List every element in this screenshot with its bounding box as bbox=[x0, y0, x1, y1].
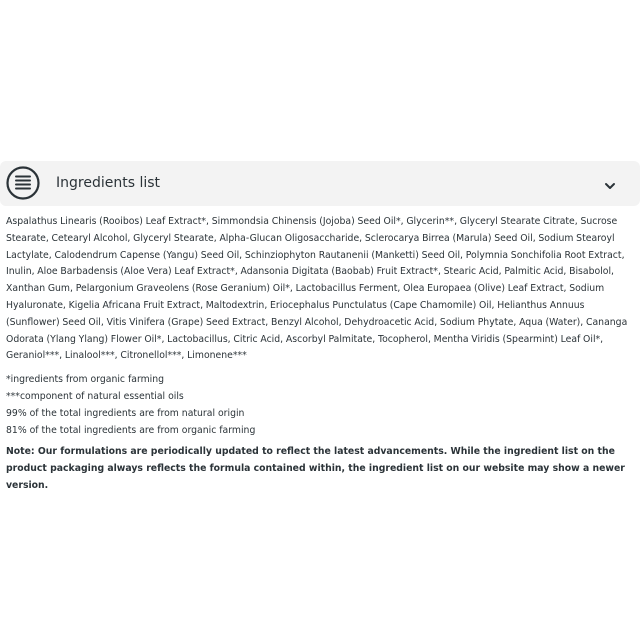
footnote-organic-percent: 81% of the total ingredients are from organic farming bbox=[6, 425, 256, 437]
footnote-essential-oils: ***component of natural essential oils bbox=[6, 391, 184, 403]
accordion-title: Ingredients list bbox=[56, 175, 161, 191]
ingredients-text: Aspalathus Linearis (Rooibos) Leaf Extract*, Simmondsia Chinensis (Jojoba) Seed Oil*, Glycerin**, Glyceryl Stearate Citrate, Sucrose Stearate, Cetearyl Alcohol, Glyceryl Stearate, Alpha-Glucan Oligosaccharide, Sclerocarya Birrea (Marula) Seed Oil, Sodium Stearoyl Lactylate, Calodendrum Capense (Yangu) Seed Oil, Schinziophyton Rautanenii (Manketti) Seed Oil, Polymnia Sonchifolia Root Extract, Inulin, Aloe Barbadensis (Aloe Vera) Leaf Extract*, Adansonia Digitata (Baobab) Fruit Extract*, Stearic Acid, Palmitic Acid, Bisabolol, Xanthan Gum, Pelargonium Graveolens (Rose Geranium) Oil*, Lactobacillus Ferment, Olea Europaea (Olive) Leaf Extract, Sodium Hyaluronate, Kigelia Africana Fruit Extract, Maltodextrin, Eriocephalus Punctulatus (Cape Chamomile) Oil, Helianthus Annuus (Sunflower) Seed Oil, Vitis Vinifera (Grape) Seed Extract, Benzyl Alcohol, Dehydroacetic Acid, Sodium Phytate, Aqua (Water), Cananga Odorata (Ylang Ylang) Flower Oil*, Lactobacillus, Citric Acid, Ascorbyl Palmitate, Tocopherol, Mentha Viridis (Spearmint) Leaf Oil*, Geraniol***, Linalool***, Citronellol***, Limonene*** bbox=[6, 216, 628, 362]
footnote-organic: *ingredients from organic farming bbox=[6, 374, 165, 386]
ingredients-panel bbox=[6, 214, 634, 504]
formulation-note: Note: Our formulations are periodically updated to reflect the latest advancements. While the ingredient list on the product packaging always reflects the formula contained within, the ingredient list on our website may show a newer version. bbox=[6, 446, 625, 491]
chevron-down-icon[interactable] bbox=[603, 178, 617, 192]
footnotes bbox=[6, 371, 634, 439]
footnote-natural-origin: 99% of the total ingredients are from natural origin bbox=[6, 408, 245, 420]
list-icon bbox=[6, 166, 40, 200]
ingredients-accordion-header[interactable] bbox=[0, 161, 640, 206]
